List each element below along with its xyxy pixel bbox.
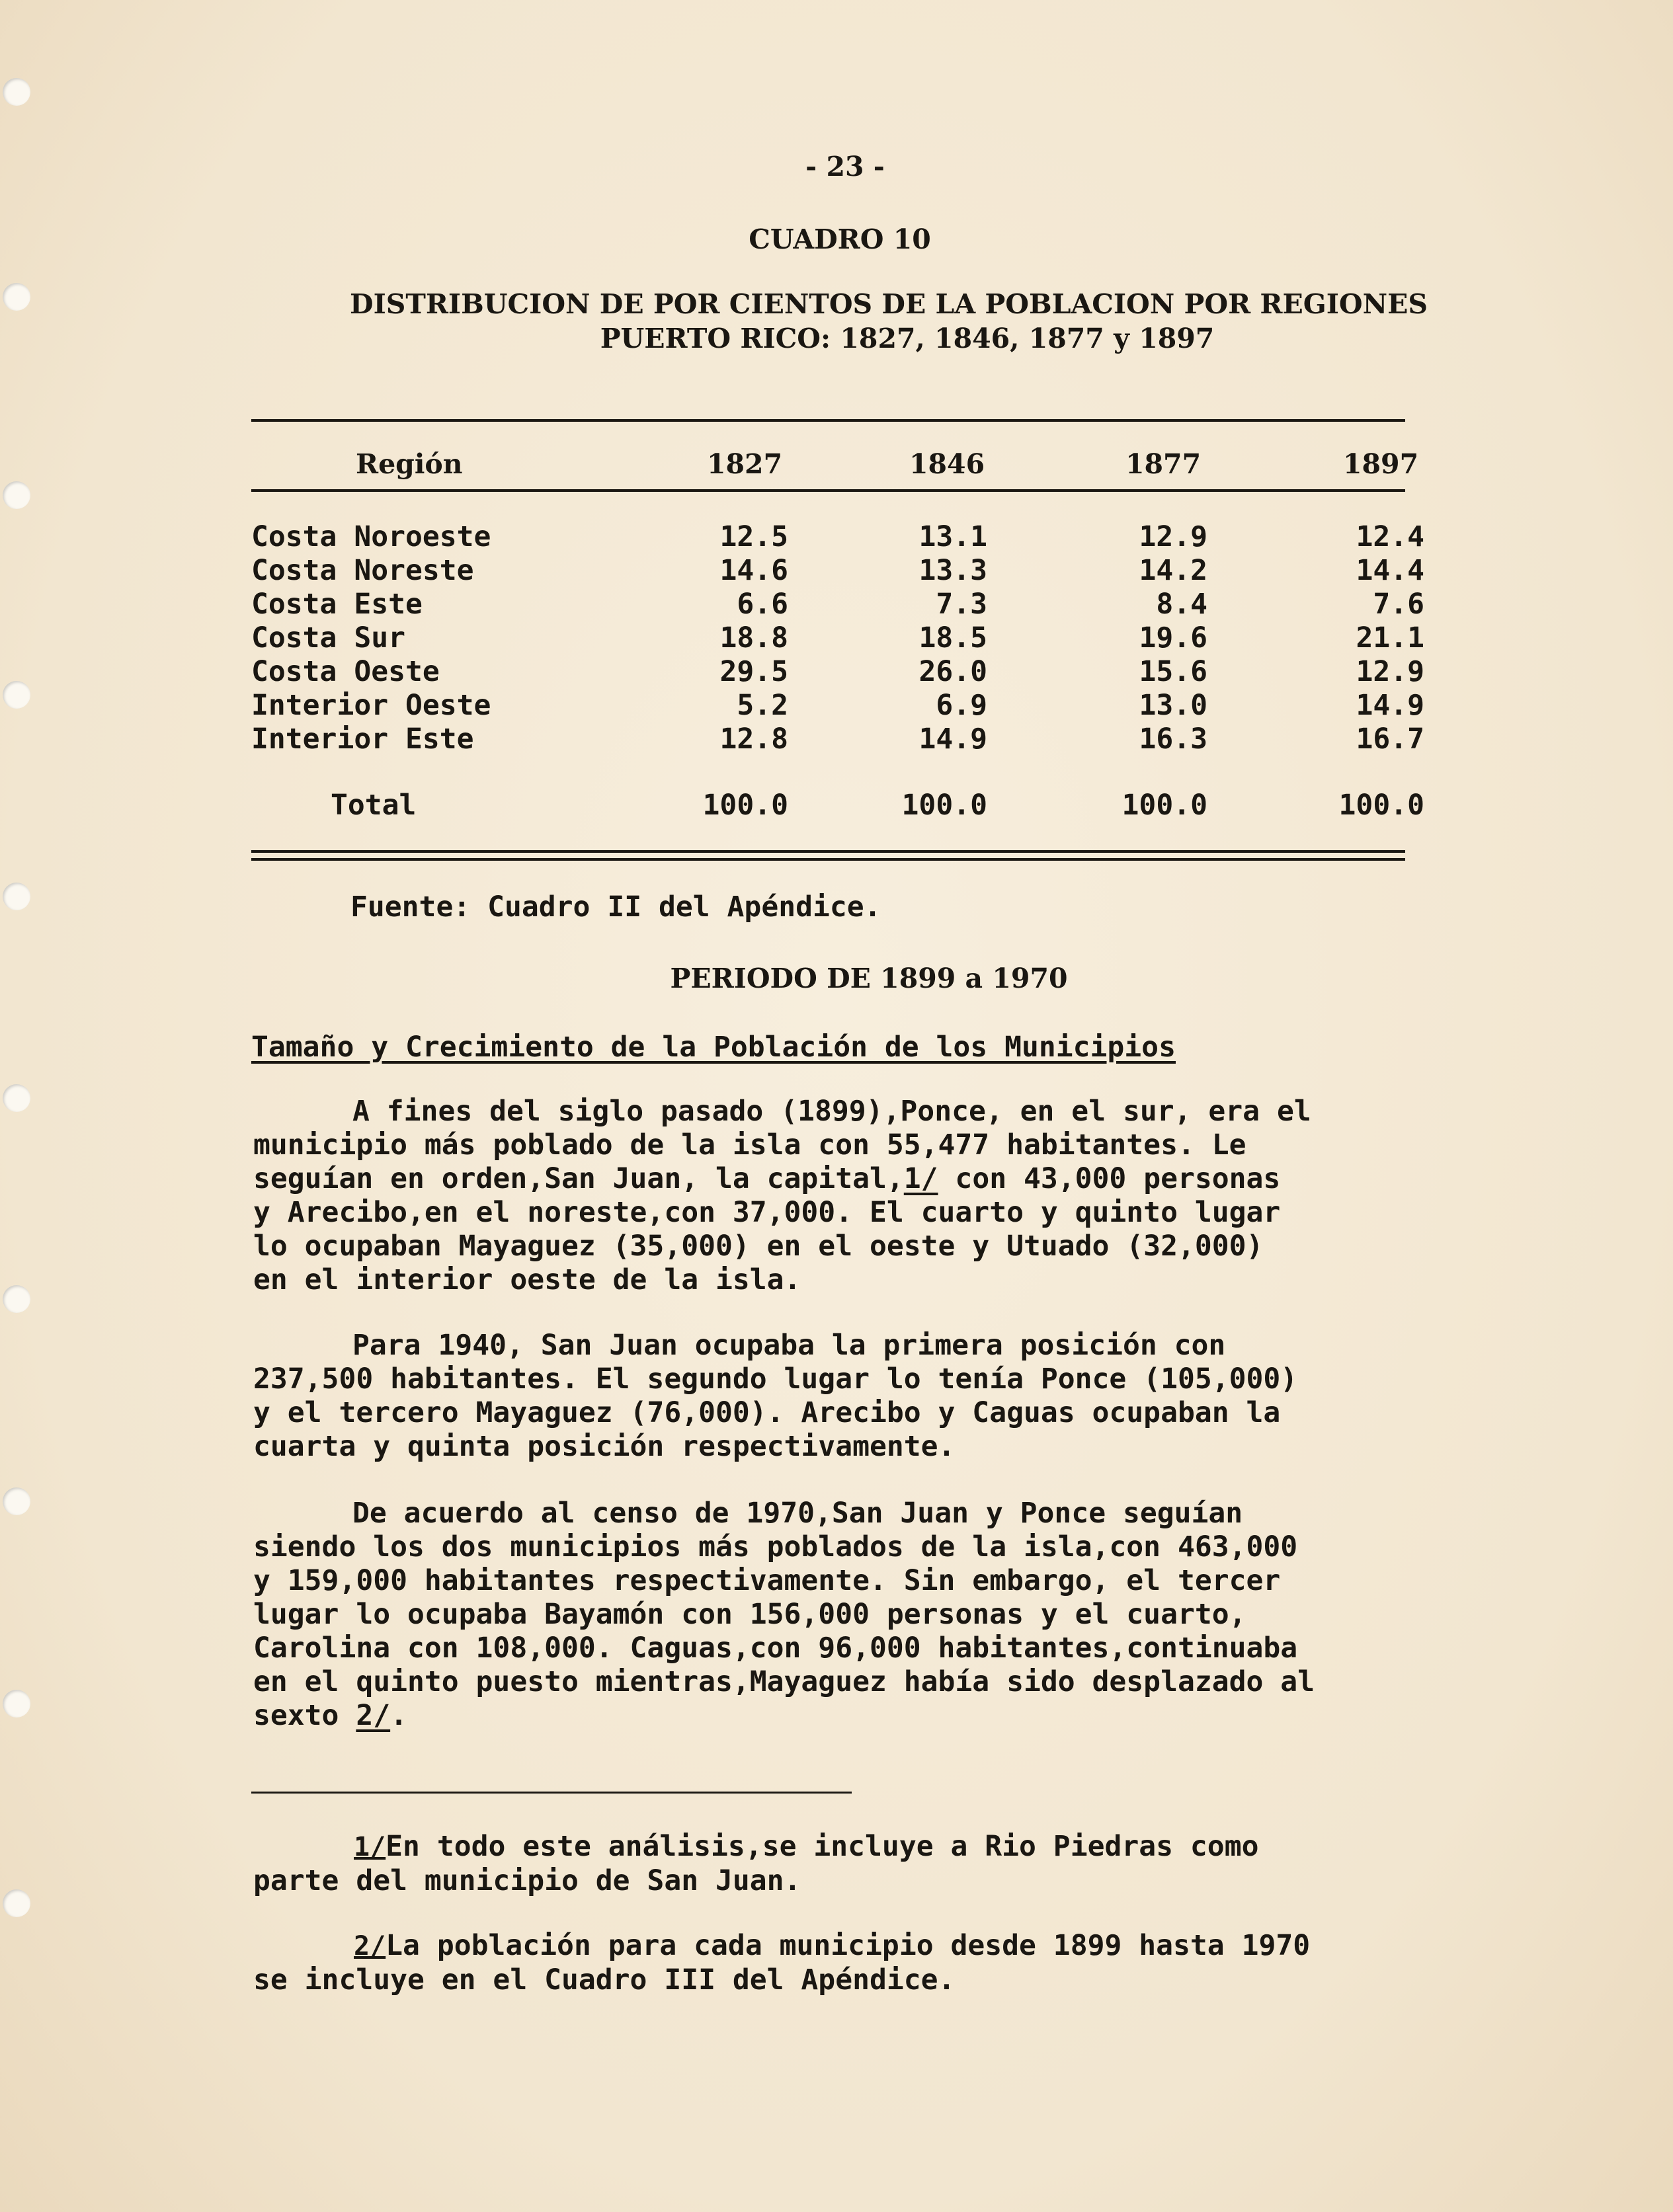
footnote-separator bbox=[251, 1792, 852, 1794]
footnote-mark: 1/ bbox=[354, 1832, 386, 1862]
value-cell: 15.6 bbox=[1139, 655, 1207, 688]
region-cell: Costa Este bbox=[251, 588, 423, 621]
header-year: 1877 bbox=[1125, 448, 1202, 480]
value-cell: 6.6 bbox=[737, 588, 788, 621]
region-cell: Costa Sur bbox=[251, 621, 405, 654]
value-cell: 13.1 bbox=[918, 520, 987, 553]
footnote-mark: 2/ bbox=[354, 1931, 386, 1961]
text-line: A fines del siglo pasado (1899),Ponce, en el sur, era el bbox=[352, 1095, 1311, 1128]
binder-hole bbox=[3, 883, 30, 910]
table-bottom-rule bbox=[251, 850, 1405, 853]
text-line: lugar lo ocupaba Bayamón con 156,000 personas y el cuarto, bbox=[253, 1598, 1246, 1631]
text-line: y Arecibo,en el noreste,con 37,000. El cuarto y quinto lugar bbox=[253, 1196, 1281, 1229]
value-cell: 12.4 bbox=[1356, 520, 1424, 553]
paragraph bbox=[253, 1497, 1496, 1733]
header-year: 1827 bbox=[707, 448, 783, 480]
header-region: Región bbox=[356, 448, 463, 480]
value-cell: 6.9 bbox=[936, 689, 987, 722]
value-cell: 29.5 bbox=[719, 655, 788, 688]
value-cell: 18.8 bbox=[719, 621, 788, 654]
footnote-ref[interactable]: 2/ bbox=[356, 1699, 391, 1732]
text-line: De acuerdo al censo de 1970,San Juan y Ponce seguían bbox=[352, 1497, 1243, 1530]
total-label: Total bbox=[331, 789, 417, 822]
region-cell: Costa Noroeste bbox=[251, 520, 491, 553]
text-line: 237,500 habitantes. El segundo lugar lo tenía Ponce (105,000) bbox=[253, 1363, 1298, 1396]
text-line: parte del municipio de San Juan. bbox=[253, 1864, 801, 1897]
total-cell: 100.0 bbox=[702, 789, 788, 822]
table-top-rule bbox=[251, 419, 1405, 422]
paragraph bbox=[253, 1329, 1496, 1464]
table-title-line2: PUERTO RICO: 1827, 1846, 1877 y 1897 bbox=[600, 323, 1215, 354]
section-title: PERIODO DE 1899 a 1970 bbox=[670, 963, 1068, 994]
binder-hole bbox=[3, 1084, 30, 1112]
binder-hole bbox=[3, 283, 30, 311]
table-caption: CUADRO 10 bbox=[749, 223, 931, 255]
value-cell: 14.4 bbox=[1356, 554, 1424, 587]
page-number: - 23 - bbox=[805, 151, 885, 182]
text-line: municipio más poblado de la isla con 55,477 habitantes. Le bbox=[253, 1128, 1246, 1162]
text-line: 1/En todo este análisis,se incluye a Rio Piedras como bbox=[354, 1830, 1259, 1863]
text-line: siendo los dos municipios más poblados de la isla,con 463,000 bbox=[253, 1530, 1298, 1563]
value-cell: 16.7 bbox=[1356, 723, 1424, 756]
text-line: Carolina con 108,000. Caguas,con 96,000 habitantes,continuaba bbox=[253, 1632, 1298, 1665]
value-cell: 21.1 bbox=[1356, 621, 1424, 654]
value-cell: 8.4 bbox=[1156, 588, 1207, 621]
footnote bbox=[253, 1830, 1496, 1898]
text-line: se incluye en el Cuadro III del Apéndice. bbox=[253, 1963, 956, 1996]
region-cell: Costa Oeste bbox=[251, 655, 440, 688]
text-line: Para 1940, San Juan ocupaba la primera posición con bbox=[352, 1329, 1226, 1362]
binder-hole bbox=[3, 481, 30, 509]
total-cell: 100.0 bbox=[1338, 789, 1424, 822]
region-cell: Interior Oeste bbox=[251, 689, 491, 722]
header-year: 1846 bbox=[909, 448, 985, 480]
value-cell: 14.9 bbox=[1356, 689, 1424, 722]
value-cell: 13.3 bbox=[918, 554, 987, 587]
value-cell: 14.9 bbox=[918, 723, 987, 756]
region-cell: Costa Noreste bbox=[251, 554, 474, 587]
text-line: lo ocupaban Mayaguez (35,000) en el oeste y Utuado (32,000) bbox=[253, 1230, 1264, 1263]
total-cell: 100.0 bbox=[901, 789, 987, 822]
text-line: seguían en orden,San Juan, la capital,1/ con 43,000 personas bbox=[253, 1162, 1281, 1195]
table-source: Fuente: Cuadro II del Apéndice. bbox=[350, 890, 881, 924]
text-line: y 159,000 habitantes respectivamente. Sin embargo, el tercer bbox=[253, 1564, 1281, 1597]
text-line: y el tercero Mayaguez (76,000). Arecibo y Caguas ocupaban la bbox=[253, 1396, 1281, 1429]
value-cell: 12.5 bbox=[719, 520, 788, 553]
value-cell: 5.2 bbox=[737, 689, 788, 722]
value-cell: 26.0 bbox=[918, 655, 987, 688]
value-cell: 13.0 bbox=[1139, 689, 1207, 722]
value-cell: 12.9 bbox=[1356, 655, 1424, 688]
region-cell: Interior Este bbox=[251, 723, 474, 756]
binder-hole bbox=[3, 78, 30, 106]
text-line: en el interior oeste de la isla. bbox=[253, 1263, 801, 1296]
subsection-title: Tamaño y Crecimiento de la Población de los Municipios bbox=[251, 1031, 1176, 1064]
value-cell: 7.3 bbox=[936, 588, 987, 621]
value-cell: 12.9 bbox=[1139, 520, 1207, 553]
value-cell: 19.6 bbox=[1139, 621, 1207, 654]
table-title-line1: DISTRIBUCION DE POR CIENTOS DE LA POBLACION POR REGIONES bbox=[350, 288, 1428, 320]
footnote-ref[interactable]: 1/ bbox=[903, 1162, 938, 1195]
value-cell: 14.6 bbox=[719, 554, 788, 587]
binder-hole bbox=[3, 681, 30, 709]
header-year: 1897 bbox=[1343, 448, 1419, 480]
total-cell: 100.0 bbox=[1122, 789, 1207, 822]
binder-hole bbox=[3, 1690, 30, 1718]
value-cell: 16.3 bbox=[1139, 723, 1207, 756]
binder-hole bbox=[3, 1889, 30, 1917]
value-cell: 18.5 bbox=[918, 621, 987, 654]
paragraph bbox=[253, 1095, 1496, 1297]
value-cell: 7.6 bbox=[1373, 588, 1424, 621]
footnote bbox=[253, 1929, 1496, 1997]
text-line: en el quinto puesto mientras,Mayaguez había sido desplazado al bbox=[253, 1665, 1315, 1698]
binder-hole bbox=[3, 1285, 30, 1313]
value-cell: 14.2 bbox=[1139, 554, 1207, 587]
binder-hole bbox=[3, 1487, 30, 1515]
value-cell: 12.8 bbox=[719, 723, 788, 756]
text-line: sexto 2/. bbox=[253, 1699, 408, 1732]
table-bottom-rule-double bbox=[251, 858, 1405, 861]
text-line: cuarta y quinta posición respectivamente. bbox=[253, 1430, 956, 1463]
table-header-rule bbox=[251, 489, 1405, 492]
text-line: 2/La población para cada municipio desde 1899 hasta 1970 bbox=[354, 1929, 1311, 1962]
